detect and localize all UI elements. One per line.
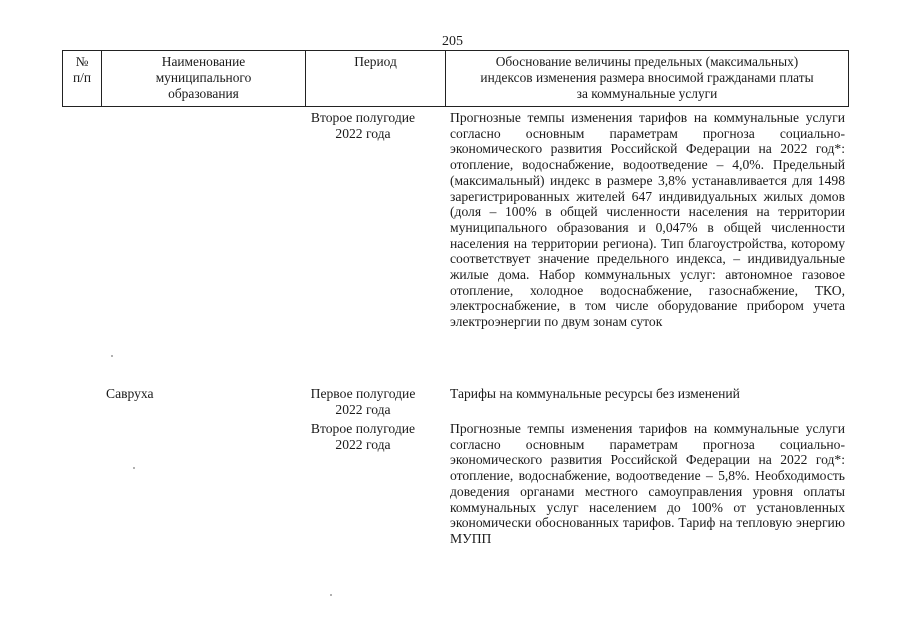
header-municipality	[101, 51, 305, 106]
header-period-label: Период	[354, 54, 397, 69]
header-municipality-label: Наименование муниципального образования	[155, 54, 252, 101]
header-number	[63, 51, 101, 106]
row1-period: Второе полугодие 2022 года	[310, 110, 416, 141]
row2-municipality: Савруха	[106, 386, 154, 401]
page-number: 205	[442, 34, 463, 49]
table-header	[62, 50, 849, 107]
scan-speck	[133, 467, 135, 469]
scan-speck	[330, 594, 332, 596]
header-period	[305, 51, 445, 106]
header-justification-label: Обоснование величины предельных (максимальных) индексов изменения размера вносимой гражданами платы за коммунальные услуги	[480, 54, 814, 101]
row2-justification-first: Тарифы на коммунальные ресурсы без изменений	[450, 386, 740, 401]
header-justification	[445, 51, 848, 106]
scan-speck	[111, 355, 113, 357]
header-number-label: № п/п	[72, 54, 92, 85]
row2-justification-second: Прогнозные темпы изменения тарифов на коммунальные услуги согласно основным параметрам прогноза социально-экономического развития Российской Федерации на 2022 год*: отопление, водоснабжение, водоотведение – 5,8%. Необходимость доведения органами местного самоуправления уровня оплаты коммунальных услуг населением до 100% от установленных экономически обоснованных тарифов. Тариф на тепловую энергию МУПП	[450, 421, 845, 546]
row2-period-first: Первое полугодие 2022 года	[310, 386, 416, 417]
row2-period-second: Второе полугодие 2022 года	[310, 421, 416, 452]
row1-justification: Прогнозные темпы изменения тарифов на коммунальные услуги согласно основным параметрам прогноза социально-экономического развития Российской Федерации на 2022 год*: отопление, водоснабжение, водоотведение – 4,0%. Предельный (максимальный) индекс в размере 3,8% устанавливается для 1498 зарегистрированных жителей 647 индивидуальных жилых домов (доля – 100% в общей численности населения на территории муниципального образования и 0,047% в общей численности населения на территории региона). Тип благоустройства, которому соответствует значение предельного индекса, – индивидуальные жилые дома. Набор коммунальных услуг: автономное газовое отопление, холодное водоснабжение, газоснабжение, ТКО, электроснабжение, в том числе оборудование прибором учета электроэнергии по двум зонам суток	[450, 110, 845, 330]
